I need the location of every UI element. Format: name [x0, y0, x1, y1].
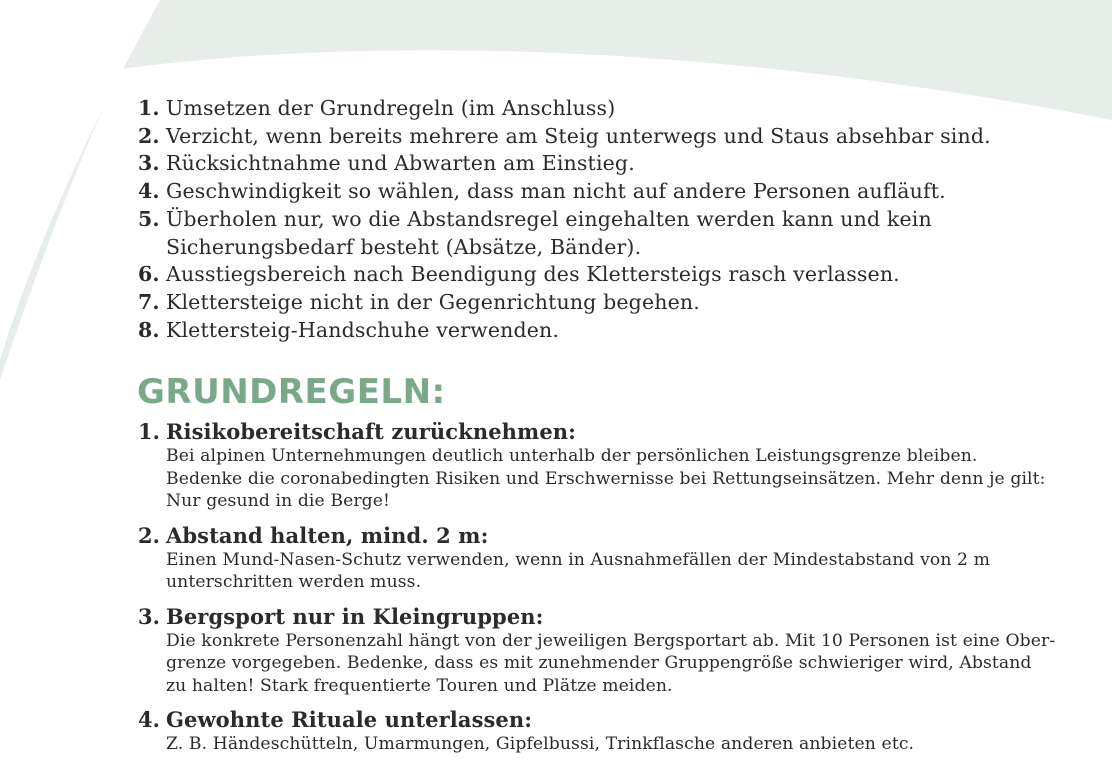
rule-title: Gewohnte Rituale unterlassen:	[166, 707, 533, 732]
rule-body	[166, 733, 998, 756]
rule-title: Abstand halten, mind. 2 m:	[166, 522, 489, 548]
rule-body	[166, 445, 1046, 513]
rule-item	[138, 706, 998, 756]
item-text: Klettersteig-Handschuhe verwenden.	[166, 317, 560, 342]
item-text: Ausstiegsbereich nach Beendigung des Klettersteigs rasch verlassen.	[166, 262, 900, 287]
item-text: Klettersteige nicht in der Gegenrichtung begehen.	[166, 289, 700, 314]
klettersteig-rules-list	[138, 95, 1018, 344]
rule-title: Risikobereitschaft zurücknehmen:	[166, 419, 577, 444]
item-number: 3.	[138, 151, 160, 176]
rule-body-line: unterschritten werden muss.	[166, 572, 422, 592]
rule-body-line: grenze vorgegeben. Bedenke, dass es mit zunehmender Gruppengröße schwieriger wird, Abstand	[166, 653, 1032, 673]
item-text: Überholen nur, wo die Abstandsregel eingehalten werden kann und kein	[166, 206, 932, 231]
list-item	[138, 178, 1018, 206]
rule-number: 1.	[138, 419, 160, 444]
grundregeln-list	[138, 418, 1056, 765]
list-item	[138, 206, 1018, 261]
item-text: Sicherungsbedarf besteht (Absätze, Bänder).	[166, 234, 642, 259]
item-text: Umsetzen der Grundregeln (im Anschluss)	[166, 96, 616, 120]
item-number: 1.	[138, 96, 160, 120]
rule-number: 4.	[138, 707, 160, 732]
rule-body-line: Die konkrete Personenzahl hängt von der jeweiligen Bergsportart ab. Mit 10 Personen ist eine Ober-	[166, 630, 1056, 651]
list-item	[138, 123, 1018, 151]
rule-body	[166, 549, 998, 594]
item-text: Geschwindigkeit so wählen, dass man nicht auf andere Personen aufläuft.	[166, 179, 946, 204]
item-number: 5.	[138, 206, 160, 231]
list-item	[138, 150, 1018, 178]
rule-item	[138, 522, 998, 594]
rule-item	[138, 603, 1056, 698]
rule-body-line: Nur gesund in die Berge!	[166, 491, 391, 511]
item-number: 6.	[138, 262, 160, 287]
rule-body-line: Einen Mund-Nasen-Schutz verwenden, wenn in Ausnahmefällen der Mindestabstand von 2 m	[166, 549, 991, 570]
list-item	[138, 289, 1018, 317]
rule-number: 3.	[138, 603, 160, 629]
rule-number: 2.	[138, 522, 160, 548]
item-number: 2.	[138, 123, 160, 148]
rule-body-line: Z. B. Händeschütteln, Umarmungen, Gipfelbussi, Trinkflasche anderen anbieten etc.	[166, 734, 915, 754]
item-number: 7.	[138, 289, 160, 314]
rule-body-line: zu halten! Stark frequentierte Touren und Plätze meiden.	[166, 675, 673, 696]
rule-body	[166, 630, 1056, 698]
item-number: 4.	[138, 179, 160, 204]
list-item	[138, 317, 1018, 345]
item-text: Verzicht, wenn bereits mehrere am Steig unterwegs und Staus absehbar sind.	[166, 123, 991, 148]
item-number: 8.	[138, 317, 160, 342]
rule-body-line: Bedenke die coronabedingten Risiken und Erschwernisse bei Rettungseinsätzen. Mehr denn je gilt:	[166, 468, 1046, 489]
section-heading-grundregeln: GRUNDREGELN:	[137, 372, 446, 412]
rule-item	[138, 418, 1046, 513]
rule-title: Bergsport nur in Kleingruppen:	[166, 603, 544, 629]
list-item	[138, 95, 1018, 123]
item-text: Rücksichtnahme und Abwarten am Einstieg.	[166, 151, 635, 176]
rule-body-line: Bei alpinen Unternehmungen deutlich unterhalb der persönlichen Leistungsgrenze bleiben.	[166, 446, 978, 466]
list-item	[138, 261, 1018, 289]
